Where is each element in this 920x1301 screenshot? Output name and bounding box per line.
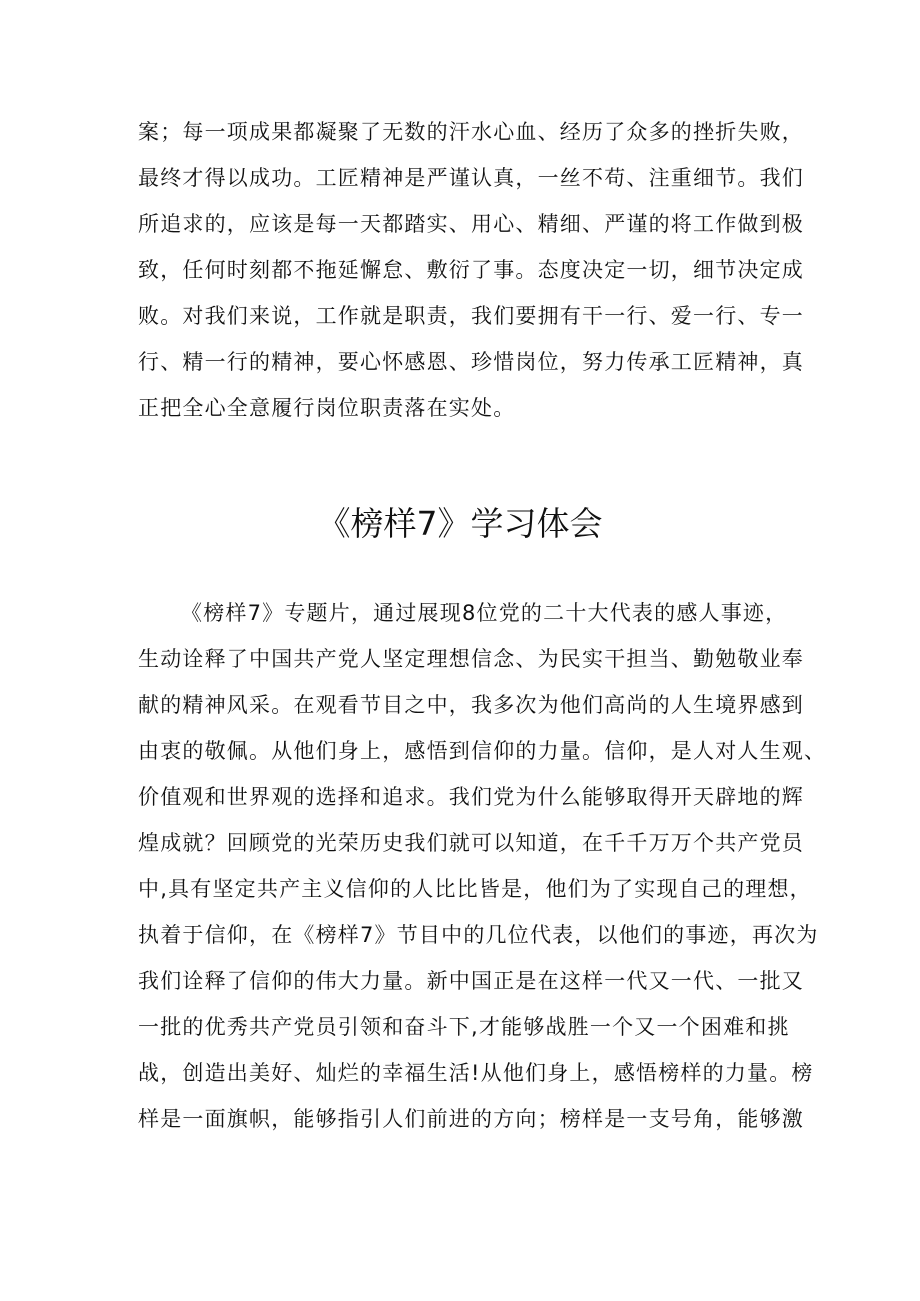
text-line: 一批的优秀共产党员引领和奋斗下,才能够战胜一个又一个困难和挑	[138, 1015, 790, 1039]
text-line: 致，任何时刻都不拖延懈怠、敷衍了事。态度决定一切，细节决定成	[138, 258, 804, 282]
text-line: 正把全心全意履行岗位职责落在实处。	[138, 396, 516, 420]
text-line: 战，创造出美好、灿烂的幸福生活!从他们身上，感悟榜样的力量。榜	[138, 1061, 814, 1085]
text-line: 我们诠释了信仰的伟大力量。新中国正是在这样一代又一代、一批又	[138, 969, 804, 993]
text-line: 生动诠释了中国共产党人坚定理想信念、为民实干担当、勤勉敬业奉	[138, 647, 804, 671]
text-line: 所追求的，应该是每一天都踏实、用心、精细、严谨的将工作做到极	[138, 212, 804, 236]
text-line: 由衷的敬佩。从他们身上，感悟到信仰的力量。信仰，是人对人生观、	[138, 739, 827, 763]
section-title: 《榜样7》学习体会	[317, 504, 603, 543]
text-line: 中,具有坚定共产主义信仰的人比比皆是，他们为了实现自己的理想，	[138, 877, 812, 901]
text-line: 败。对我们来说，工作就是职责，我们要拥有干一行、爱一行、专一	[138, 304, 804, 328]
text-line: 样是一面旗帜，能够指引人们前进的方向；榜样是一支号角，能够激	[138, 1107, 804, 1131]
text-line: 最终才得以成功。工匠精神是严谨认真，一丝不苟、注重细节。我们	[138, 166, 804, 190]
text-line: 献的精神风采。在观看节目之中，我多次为他们高尚的人生境界感到	[138, 693, 804, 717]
text-line: 煌成就？回顾党的光荣历史我们就可以知道，在千千万万个共产党员	[138, 831, 804, 855]
text-line: 价值观和世界观的选择和追求。我们党为什么能够取得开天辟地的辉	[138, 785, 804, 809]
text-line: 案；每一项成果都凝聚了无数的汗水心血、经历了众多的挫折失败，	[138, 120, 804, 144]
text-line: 执着于信仰，在《榜样7》节目中的几位代表，以他们的事迹，再次为	[138, 923, 819, 947]
text-line: 《榜样7》专题片，通过展现8位党的二十大代表的感人事迹，	[181, 601, 788, 625]
text-line: 行、精一行的精神，要心怀感恩、珍惜岗位，努力传承工匠精神，真	[138, 350, 804, 374]
